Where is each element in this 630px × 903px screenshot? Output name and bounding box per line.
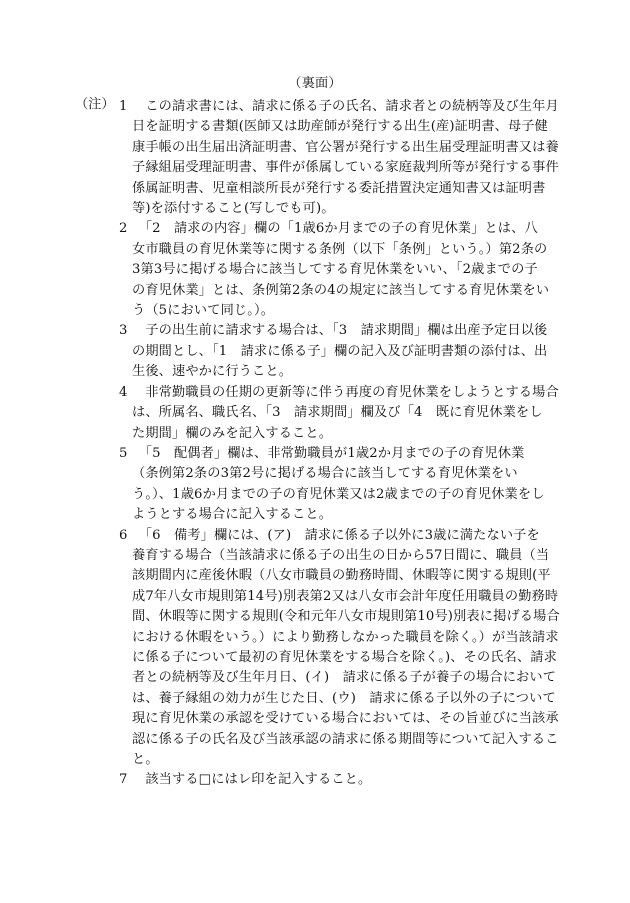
note-item: [119, 444, 569, 526]
note-line: 3第3号に掲げる場合に該当してする育児休業をいい、「2歳までの子: [132, 262, 538, 278]
note-text: [132, 444, 569, 526]
note-line: 康手帳の出生届出済証明書、官公署が発行する出生届受理証明書又は養: [132, 139, 559, 155]
note-item: [119, 321, 569, 382]
note-line: の期間とし、「1 請求に係る子」欄の記入及び証明書類の添付は、出: [132, 343, 548, 359]
note-line: 子の出生前に請求する場合は、「3 請求期間」欄は出産予定日以後: [132, 323, 548, 339]
note-line: 現に育児休業の承認を受けている場合においては、その旨並びに当該承: [132, 711, 559, 727]
note-line: 成7年八女市規則第14号)別表第2又は八女市会計年度任用職員の勤務時: [132, 588, 559, 604]
note-line: （条例第2条の3第2号に掲げる場合に該当してする育児休業をい: [132, 466, 518, 482]
note-line: と。: [132, 752, 159, 767]
note-number: 3: [119, 323, 128, 339]
side-heading: （裏面）: [288, 76, 342, 91]
note-line: 「5 配偶者」欄は、非常勤職員が1歳2か月までの子の育児休業: [132, 445, 525, 461]
note-line: 認に係る子の氏名及び当該承認の請求に係る期間等について記入するこ: [132, 731, 559, 747]
note-line: 係属証明書、児童相談所長が発行する委託措置決定通知書又は証明書: [132, 180, 546, 196]
note-number: 7: [119, 772, 128, 788]
note-line: 日を証明する書類(医師又は助産師が発行する出生(産)証明書、母子健: [132, 119, 549, 135]
note-line: における休暇をいう。）により勤務しなかった職員を除く。）が当該請求: [132, 629, 559, 645]
note-text: [132, 383, 569, 444]
notes-label: （注）: [75, 97, 115, 112]
note-item: [119, 97, 569, 219]
note-line: 養育する場合（当該請求に係る子の出生の日から57日間に、職員（当: [132, 547, 550, 563]
note-line: た期間」欄のみを記入すること。: [132, 425, 333, 441]
note-text: [132, 219, 569, 321]
note-item: [119, 770, 569, 790]
note-number: 2: [119, 221, 128, 237]
note-line: 者との続柄等及び生年月日、(イ) 請求に係る子が養子の場合において: [132, 670, 557, 686]
note-line: 「2 請求の内容」欄の「1歳6か月までの子の育児休業」とは、八: [132, 221, 538, 237]
note-line: 該期間内に産後休暇（八女市職員の勤務時間、休暇等に関する規則(平: [132, 568, 551, 584]
note-line: の育児休業」とは、条例第2条の4の規定に該当してする育児休業をい: [132, 282, 550, 298]
note-item: [119, 219, 569, 321]
note-line: 非常勤職員の任期の更新等に伴う再度の育児休業をしようとする場合: [132, 384, 559, 400]
notes-list: [119, 97, 569, 791]
note-line: 女市職員の育児休業等に関する条例（以下「条例」という。）第2条の: [132, 241, 548, 257]
note-line: 子縁組届受理証明書、事件が係属している家庭裁判所等が発行する事件: [132, 160, 559, 176]
note-line: 間、休暇等に関する規則(令和元年八女市規則第10号)別表に掲げる場合: [132, 609, 560, 625]
note-item: [119, 383, 569, 444]
note-line: 等)を添付すること(写しでも可)。: [132, 201, 335, 217]
note-line: 生後、速やかに行うこと。: [132, 364, 293, 380]
note-number: 5: [119, 445, 128, 461]
note-line: 「6 備考」欄には、(ア) 請求に係る子以外に3歳に満たない子を: [132, 527, 540, 543]
note-item: [119, 526, 569, 771]
note-line: は、養子縁組の効力が生じた日、(ウ) 請求に係る子以外の子について: [132, 690, 556, 706]
note-line: ようとする場合に記入すること。: [132, 507, 333, 523]
note-number: 6: [119, 527, 128, 543]
note-text: [132, 97, 569, 219]
note-line: は、所属名、職氏名、「3 請求期間」欄及び「4 既に育児休業をし: [132, 405, 543, 421]
note-text: [132, 321, 569, 382]
note-text: [132, 770, 569, 790]
note-number: 4: [119, 384, 128, 400]
note-line: う（5において同じ。）。: [132, 303, 275, 319]
note-text: [132, 526, 569, 771]
note-line: う。）、1歳6か月までの子の育児休業又は2歳までの子の育児休業をし: [132, 486, 545, 502]
note-line: に係る子について最初の育児休業をする場合を除く。)、その氏名、請求: [132, 649, 557, 665]
note-line: 該当する□にはレ印を記入すること。: [132, 772, 372, 788]
note-line: この請求書には、請求に係る子の氏名、請求者との続柄等及び生年月: [132, 99, 559, 114]
note-number: 1: [119, 99, 128, 114]
